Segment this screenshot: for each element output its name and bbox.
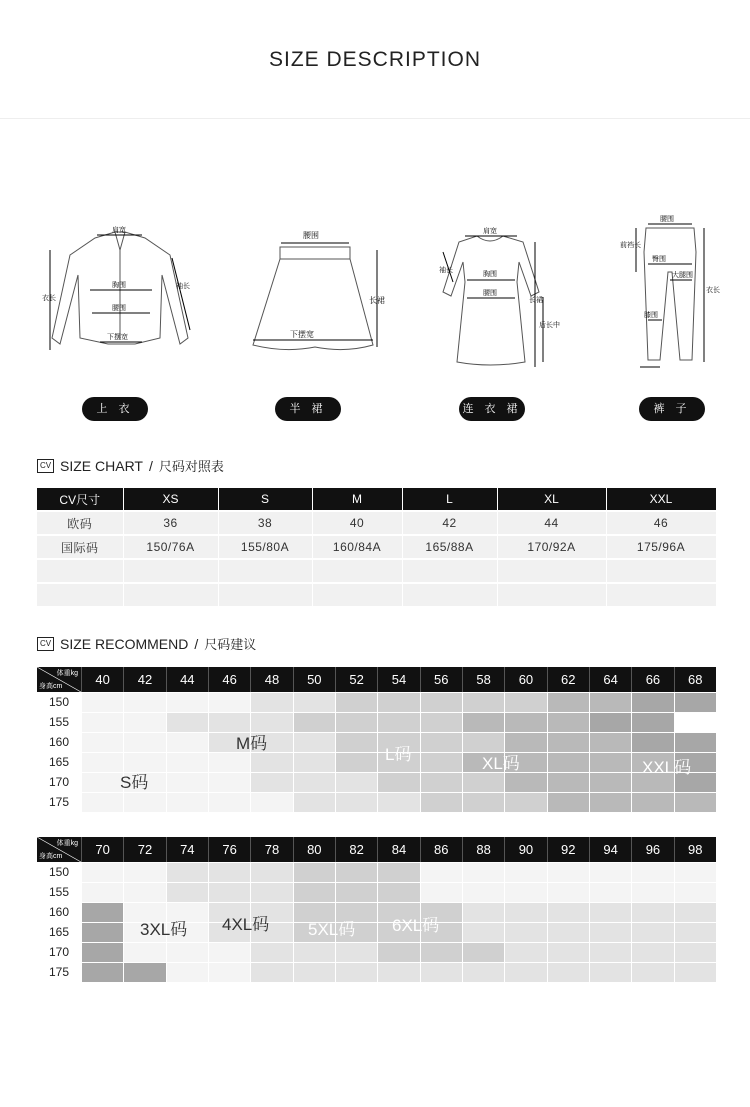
weight-cell: 50 [293,667,335,692]
weight-cell: 86 [420,837,462,862]
size-cell [209,773,250,792]
svg-text:衣长: 衣长 [706,286,720,294]
size-cell [675,863,716,882]
dress-diagram [435,222,560,367]
size-cell [675,713,716,732]
size-cell [421,693,462,712]
size-cell [336,753,377,772]
size-chart-header-row: CV尺寸 XS S M L XL XXL [37,488,716,511]
size-cell [124,883,165,902]
size-cell [82,773,123,792]
size-cell [82,923,123,942]
size-cell [505,943,546,962]
weight-cell: 70 [81,837,123,862]
page-title: SIZE DESCRIPTION [268,48,482,71]
svg-text:袖长: 袖长 [439,266,453,274]
svg-text:大腿围: 大腿围 [672,271,693,279]
height-cell: 165 [48,755,70,769]
size-cell [505,863,546,882]
size-cell [209,963,250,982]
size-cell [421,733,462,752]
svg-text:胸围: 胸围 [483,270,497,278]
size-cell [82,713,123,732]
size-cell [336,883,377,902]
size-cell [632,713,673,732]
size-cell [548,923,589,942]
size-label-l: L码 [385,745,412,764]
size-cell [675,903,716,922]
size-cell [548,963,589,982]
weight-cell: 92 [547,837,589,862]
garment-pill-top[interactable]: 上 衣 [82,397,148,421]
svg-text:腰围: 腰围 [483,289,497,297]
size-cell [590,903,631,922]
size-cell [251,943,292,962]
size-cell [251,883,292,902]
svg-text:腰围: 腰围 [660,215,674,223]
cv-icon: CV [37,459,54,473]
weight-cell: 76 [208,837,250,862]
size-label-4xl: 4XL码 [222,915,270,934]
table-row [37,583,716,606]
svg-text:膝围: 膝围 [644,311,658,319]
size-cell [82,693,123,712]
size-cell [167,773,208,792]
size-cell [294,713,335,732]
size-cell [251,753,292,772]
size-cell [505,963,546,982]
weight-cell: 84 [377,837,419,862]
svg-text:臀围: 臀围 [652,255,666,263]
size-cell [167,943,208,962]
size-cell [124,793,165,812]
recommend-grid-2 [37,837,716,982]
weight-cell: 52 [335,667,377,692]
svg-text:长裙: 长裙 [529,296,543,304]
table-row [37,559,716,583]
height-cell: 160 [48,735,70,749]
divider [0,118,750,119]
table-row [37,963,716,982]
size-cell [505,923,546,942]
table-row [37,863,716,882]
height-cell: 165 [48,925,70,939]
size-cell [124,713,165,732]
size-cell [632,903,673,922]
size-cell [632,943,673,962]
skirt-diagram [245,225,385,360]
size-cell [294,793,335,812]
size-cell [167,963,208,982]
height-cell: 175 [48,965,70,979]
svg-text:前裆长: 前裆长 [620,241,641,249]
size-chart-heading: CV SIZE CHART / 尺码对照表 [37,456,224,475]
weight-cell: 58 [462,667,504,692]
size-cell [209,793,250,812]
svg-text:长裙: 长裙 [369,296,385,305]
svg-text:腰围: 腰围 [112,304,126,312]
size-cell [505,693,546,712]
size-cell [463,943,504,962]
size-cell [632,693,673,712]
size-cell [336,863,377,882]
size-cell [251,963,292,982]
size-cell [463,923,504,942]
height-cell: 155 [48,885,70,899]
weight-cell: 48 [250,667,292,692]
height-cell: 175 [48,795,70,809]
size-cell [590,923,631,942]
size-cell [548,773,589,792]
table-row [37,883,716,902]
garment-pill-dress[interactable]: 连 衣 裙 [459,397,525,421]
table-row: 欧码 36 38 40 42 44 46 [37,511,716,535]
size-cell [632,963,673,982]
weight-cell: 72 [123,837,165,862]
table-row [37,733,716,752]
size-cell [548,713,589,732]
size-cell [82,963,123,982]
size-cell [209,863,250,882]
shirt-measure-shoulder: 肩宽 [112,226,126,234]
svg-text:肩宽: 肩宽 [483,227,497,235]
weight-cell: 94 [589,837,631,862]
size-cell [378,713,419,732]
size-cell [336,793,377,812]
size-cell [505,773,546,792]
weight-cell: 46 [208,667,250,692]
size-cell [632,863,673,882]
size-cell [82,863,123,882]
size-cell [336,693,377,712]
size-cell [378,883,419,902]
svg-text:袖长: 袖长 [176,282,190,290]
size-chart-table [37,488,717,606]
size-cell [378,943,419,962]
svg-text:下摆宽: 下摆宽 [290,330,314,339]
weight-cell: 82 [335,837,377,862]
size-cell [421,793,462,812]
size-label-xxl: XXL码 [642,758,692,777]
size-cell [675,943,716,962]
size-cell [421,863,462,882]
weight-cell: 54 [377,667,419,692]
size-cell [82,753,123,772]
table-row [37,923,716,942]
size-cell [675,693,716,712]
size-cell [209,943,250,962]
weight-cell: 90 [504,837,546,862]
size-cell [421,713,462,732]
size-cell [378,693,419,712]
size-cell [294,773,335,792]
size-cell [251,773,292,792]
size-cell [209,753,250,772]
size-cell [675,883,716,902]
size-cell [378,793,419,812]
weight-cell: 62 [547,667,589,692]
size-cell [82,883,123,902]
height-cell: 150 [48,865,70,879]
size-cell [590,733,631,752]
size-cell [378,863,419,882]
size-cell [548,753,589,772]
weight-cell: 60 [504,667,546,692]
svg-text:腰围: 腰围 [303,231,319,240]
size-cell [463,903,504,922]
size-cell [463,693,504,712]
size-cell [548,733,589,752]
size-cell [675,793,716,812]
weight-cell: 40 [81,667,123,692]
pants-diagram [618,212,718,372]
svg-text:胸围: 胸围 [112,281,126,289]
size-cell [336,733,377,752]
size-label-6xl: 6XL码 [392,916,440,935]
weight-header-row [37,837,716,862]
weight-cell: 64 [589,667,631,692]
size-cell [294,693,335,712]
size-cell [167,863,208,882]
size-cell [463,793,504,812]
size-cell [590,883,631,902]
size-cell [632,883,673,902]
size-cell [294,943,335,962]
size-cell [590,713,631,732]
size-cell [167,733,208,752]
size-label-xl: XL码 [482,754,520,773]
svg-text:衣长: 衣长 [42,294,56,302]
size-cell [632,923,673,942]
size-label-m: M码 [236,734,268,753]
size-cell [590,693,631,712]
size-cell [124,863,165,882]
size-cell [463,883,504,902]
size-cell [548,943,589,962]
size-cell [505,903,546,922]
size-label-5xl: 5XL码 [308,920,356,939]
size-cell [167,883,208,902]
weight-cell: 96 [631,837,673,862]
table-row: 国际码 150/76A 155/80A 160/84A 165/88A 170/92A 175/96A [37,535,716,559]
size-cell [294,963,335,982]
weight-cell: 56 [420,667,462,692]
weight-cell: 68 [674,667,716,692]
size-cell [294,863,335,882]
size-cell [463,713,504,732]
size-cell [124,963,165,982]
shirt-diagram [40,220,200,365]
weight-cell: 42 [123,667,165,692]
size-cell [632,793,673,812]
size-cell [463,863,504,882]
size-cell [421,753,462,772]
weight-cell: 74 [166,837,208,862]
size-cell [421,963,462,982]
size-cell [378,773,419,792]
size-cell [632,733,673,752]
weight-header-row [37,667,716,692]
weight-cell: 88 [462,837,504,862]
table-row [37,903,716,922]
size-cell [82,943,123,962]
garment-pill-skirt[interactable]: 半 裙 [275,397,341,421]
size-cell [421,883,462,902]
table-row [37,713,716,732]
height-cell: 155 [48,715,70,729]
size-cell [167,713,208,732]
corner-cell: 体重kg 身高cm [37,667,81,692]
size-cell [82,733,123,752]
size-label-s: S码 [120,773,149,792]
size-cell [82,793,123,812]
size-cell [124,693,165,712]
size-cell [590,863,631,882]
size-cell [548,883,589,902]
size-cell [167,693,208,712]
size-cell [251,793,292,812]
size-cell [124,943,165,962]
svg-text:后长中: 后长中 [539,321,560,329]
size-label-3xl: 3XL码 [140,920,188,939]
size-cell [209,883,250,902]
height-cell: 170 [48,775,70,789]
size-cell [251,693,292,712]
size-cell [336,713,377,732]
size-cell [590,943,631,962]
size-cell [251,863,292,882]
size-cell [548,903,589,922]
size-cell [590,753,631,772]
height-cell: 150 [48,695,70,709]
weight-cell: 80 [293,837,335,862]
corner-cell: 体重kg 身高cm [37,837,81,862]
size-cell [124,733,165,752]
size-cell [167,753,208,772]
size-cell [294,883,335,902]
weight-cell: 66 [631,667,673,692]
size-cell [505,713,546,732]
svg-text:下摆宽: 下摆宽 [107,333,128,341]
size-cell [590,773,631,792]
table-row [37,793,716,812]
size-cell [675,733,716,752]
size-cell [378,963,419,982]
weight-cell: 78 [250,837,292,862]
size-cell [590,963,631,982]
table-row [37,693,716,712]
cv-icon: CV [37,637,54,651]
size-cell [294,753,335,772]
height-cell: 160 [48,905,70,919]
size-cell [167,793,208,812]
size-cell [336,773,377,792]
size-cell [505,883,546,902]
size-cell [336,963,377,982]
size-cell [82,903,123,922]
size-cell [548,863,589,882]
size-cell [463,963,504,982]
size-cell [548,693,589,712]
size-cell [675,963,716,982]
size-cell [505,793,546,812]
size-cell [463,773,504,792]
size-cell [421,943,462,962]
size-cell [590,793,631,812]
height-cell: 170 [48,945,70,959]
size-cell [675,923,716,942]
weight-cell: 98 [674,837,716,862]
table-row [37,943,716,962]
size-cell [336,943,377,962]
weight-cell: 44 [166,667,208,692]
size-recommend-heading: CV SIZE RECOMMEND / 尺码建议 [37,634,256,653]
size-cell [421,773,462,792]
garment-pill-pants[interactable]: 裤 子 [639,397,705,421]
size-cell [548,793,589,812]
size-cell [209,693,250,712]
size-cell [294,733,335,752]
